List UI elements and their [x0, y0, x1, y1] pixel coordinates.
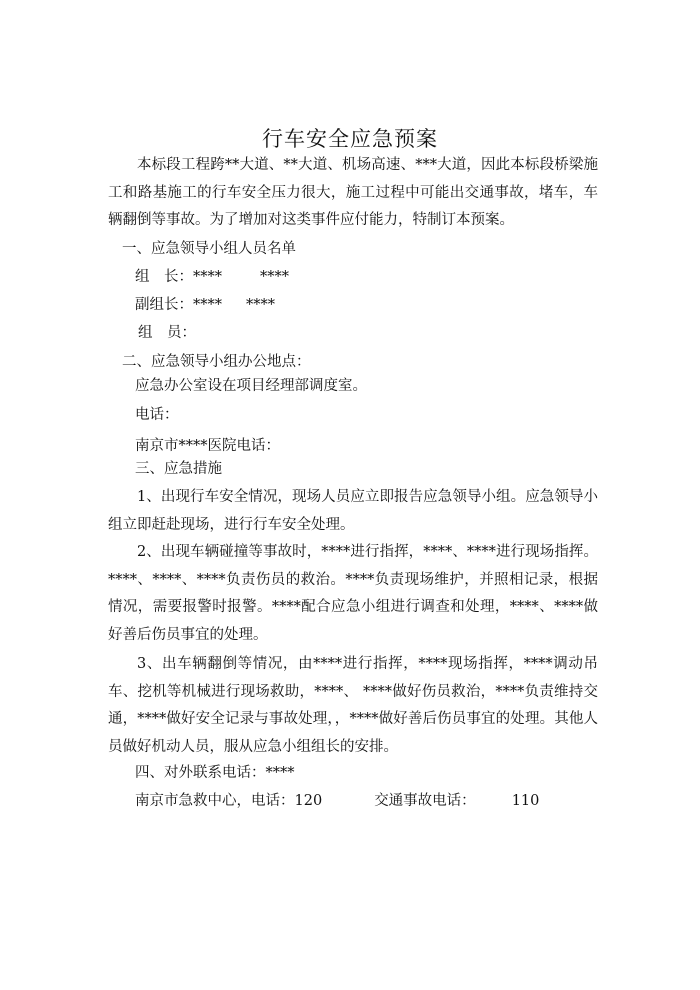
document-title: 行车安全应急预案 — [262, 127, 438, 151]
emergency-center-phone: 南京市急救中心，电话：120 — [135, 793, 323, 809]
leader-label: 组 长：**** — [135, 269, 222, 285]
office-location: 应急办公室设在项目经理部调度室。 — [135, 378, 367, 394]
section1-heading: 一、应急领导小组人员名单 — [122, 241, 296, 257]
section3-heading: 三、应急措施 — [135, 461, 222, 477]
deputy-label: 副组长：**** — [135, 297, 222, 313]
section2-heading: 二、应急领导小组办公地点： — [122, 354, 311, 370]
traffic-accident-number: 110 — [511, 793, 540, 809]
measure-3-paragraph: 3、出车辆翻倒等情况，由****进行指挥，****现场指挥，****调动吊车、挖机等机械进行现场救助，****、 ****做好伤员救治，****负责维持交通，****做好安全记录与事故处理，，****做好善后伤员事宜的处理。其他人员做好机动人员，服从应急小组组长的安排。 — [108, 656, 598, 755]
phone-label: 电话： — [135, 407, 179, 423]
measure-1-paragraph: 1、出现行车安全情况，现场人员应立即报告应急领导小组。应急领导小组立即赶赴现场，进行行车安全处理。 — [108, 489, 598, 533]
section4-heading: 四、对外联系电话：**** — [135, 765, 295, 781]
deputy-line — [135, 294, 275, 316]
emergency-phones-line — [135, 790, 539, 812]
measure-2-paragraph: 2、出现车辆碰撞等事故时，****进行指挥，****、****进行现场指挥。****、****、****负责伤员的救治。****负责现场维护，并照相记录，根据情况，需要报警时报警。****配合应急小组进行调查和处理，****、****做好善后伤员事宜的处理。 — [108, 544, 598, 643]
deputy-name2: **** — [246, 297, 275, 313]
leader-line — [135, 266, 289, 288]
intro-paragraph: 本标段工程跨**大道、**大道、机场高速、***大道，因此本标段桥梁施工和路基施工的行车安全压力很大，施工过程中可能出交通事故，堵车，车辆翻倒等事故。为了增加对这类事件应付能力，特制订本预案。 — [108, 157, 598, 228]
hospital-phone: 南京市****医院电话： — [135, 438, 280, 454]
member-line: 组 员： — [138, 325, 196, 341]
leader-name2: **** — [260, 269, 289, 285]
traffic-accident-label: 交通事故电话： — [374, 793, 476, 809]
